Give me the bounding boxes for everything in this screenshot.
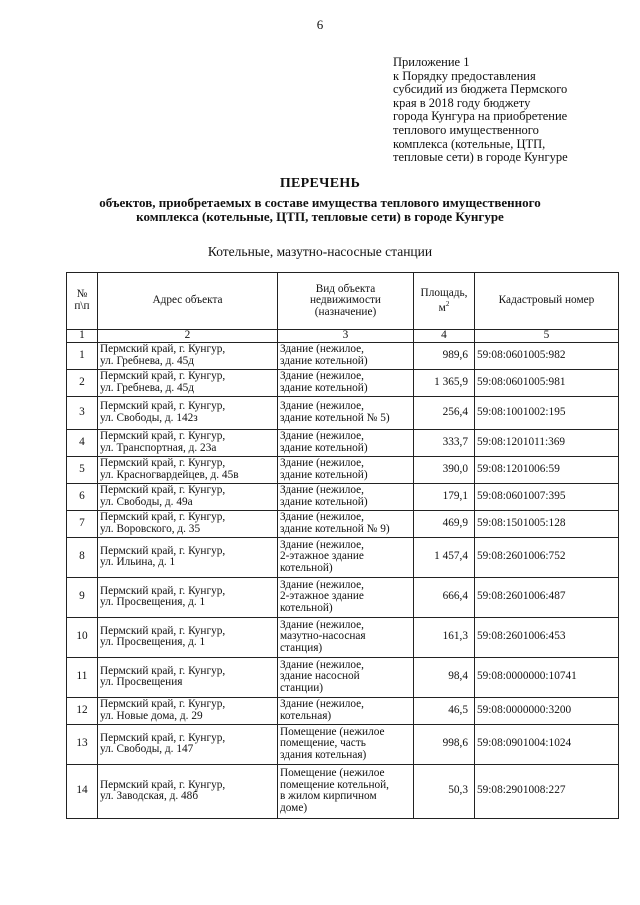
address-cell-line: ул. Новые дома, д. 29 <box>100 709 203 722</box>
object-type-cell <box>278 510 414 537</box>
page-number: 6 <box>316 17 324 32</box>
address-cell <box>98 396 278 429</box>
address-cell <box>98 537 278 577</box>
address-cell-line: Пермский край, г. Кунгур, <box>100 664 226 677</box>
document-title: ПЕРЕЧЕНЬ <box>279 176 361 191</box>
object-type-cell <box>278 617 414 657</box>
row-number: 11 <box>67 657 98 697</box>
object-type-cell <box>278 697 414 724</box>
cadastral-number-cell: 59:08:1201006:59 <box>475 456 619 483</box>
table-row <box>67 577 619 617</box>
object-type-cell-line: станция) <box>280 641 323 654</box>
table-row <box>67 764 619 818</box>
object-type-cell-line: котельной) <box>280 561 333 574</box>
header-line: Вид объекта <box>315 282 376 295</box>
area-cell: 46,5 <box>414 697 475 724</box>
address-cell <box>98 369 278 396</box>
address-cell <box>98 456 278 483</box>
area-cell: 256,4 <box>414 396 475 429</box>
object-type-cell-line: Здание (нежилое, <box>280 430 365 442</box>
object-type-cell-line: здания котельная) <box>280 748 367 761</box>
object-type-cell-line: Здание (нежилое, <box>280 400 365 412</box>
address-cell-line: ул. Гребнева, д. 45д <box>100 381 195 394</box>
table-header-row <box>67 273 619 330</box>
table-row <box>67 510 619 537</box>
row-number: 6 <box>67 483 98 510</box>
column-number: 3 <box>278 330 414 343</box>
object-type-cell-line: здание насосной <box>280 670 360 683</box>
cadastral-number-cell: 59:08:1501005:128 <box>475 510 619 537</box>
area-cell: 469,9 <box>414 510 475 537</box>
address-cell-line: Пермский край, г. Кунгур, <box>100 343 226 355</box>
area-cell: 179,1 <box>414 483 475 510</box>
address-cell-line: Пермский край, г. Кунгур, <box>100 731 226 744</box>
appendix-line: края в 2018 году бюджету <box>393 95 531 110</box>
column-number: 4 <box>414 330 475 343</box>
row-number: 7 <box>67 510 98 537</box>
appendix-line: комплекса (котельные, ЦТП, <box>393 136 546 151</box>
cadastral-number-cell: 59:08:1001002:195 <box>475 396 619 429</box>
address-cell-line: ул. Свободы, д. 49а <box>100 495 193 508</box>
area-cell: 989,6 <box>414 342 475 369</box>
address-cell-line: ул. Свободы, д. 147 <box>100 743 194 756</box>
object-type-cell-line: в жилом кирпичном <box>280 790 377 803</box>
object-type-cell-line: Здание (нежилое, <box>280 511 365 523</box>
header-line: (назначение) <box>314 305 377 318</box>
address-cell <box>98 617 278 657</box>
header-line: Адрес объекта <box>152 294 223 307</box>
object-type-cell-line: Здание (нежилое, <box>280 370 365 382</box>
address-cell-line: ул. Просвещения, д. 1 <box>100 636 206 649</box>
cadastral-number-cell: 59:08:0901004:1024 <box>475 724 619 764</box>
cadastral-number-cell: 59:08:2601006:752 <box>475 537 619 577</box>
appendix-line: города Кунгура на приобретение <box>393 109 568 124</box>
object-type-cell <box>278 396 414 429</box>
header-line: п\п <box>74 300 90 312</box>
document-subtitle <box>40 196 600 224</box>
header-line: № <box>76 288 88 301</box>
header-number <box>67 273 98 330</box>
object-type-cell-line: Здание (нежилое, <box>280 457 365 469</box>
address-cell <box>98 342 278 369</box>
area-unit: м <box>438 301 446 314</box>
object-type-cell-line: 2-этажное здание <box>280 590 364 603</box>
object-type-cell-line: котельной) <box>280 601 333 614</box>
area-cell: 1 457,4 <box>414 537 475 577</box>
header-line: Площадь, <box>420 286 468 299</box>
cadastral-number-cell: 59:08:0601005:981 <box>475 369 619 396</box>
appendix-line: субсидий из бюджета Пермского <box>393 82 568 97</box>
address-cell <box>98 724 278 764</box>
section-heading: Котельные, мазутно-насосные станции <box>207 244 433 259</box>
header-object-type <box>278 273 414 330</box>
table-row <box>67 483 619 510</box>
object-type-cell <box>278 369 414 396</box>
header-area <box>414 273 475 330</box>
object-type-cell-line: Помещение (нежилое <box>280 766 385 779</box>
header-line: недвижимости <box>310 294 381 307</box>
area-cell: 998,6 <box>414 724 475 764</box>
appendix-line: тепловые сети) в городе Кунгуре <box>393 150 568 165</box>
address-cell-line: Пермский край, г. Кунгур, <box>100 698 226 710</box>
appendix-line: к Порядку предоставления <box>393 68 536 83</box>
object-type-cell <box>278 724 414 764</box>
address-cell <box>98 577 278 617</box>
cadastral-number-cell: 59:08:1201011:369 <box>475 429 619 456</box>
address-cell <box>98 697 278 724</box>
object-type-cell-line: Здание (нежилое, <box>280 618 365 631</box>
cadastral-number-cell: 59:08:0000000:10741 <box>475 657 619 697</box>
object-type-cell-line: Здание (нежилое, <box>280 658 365 671</box>
object-type-cell-line: здание котельной № 5) <box>280 411 390 424</box>
object-type-cell <box>278 342 414 369</box>
header-cadastral <box>475 273 619 330</box>
row-number: 10 <box>67 617 98 657</box>
cadastral-number-cell: 59:08:0601005:982 <box>475 342 619 369</box>
area-cell: 333,7 <box>414 429 475 456</box>
object-type-cell-line: мазутно-насосная <box>280 630 366 643</box>
table-row <box>67 697 619 724</box>
column-number: 1 <box>67 330 98 343</box>
row-number: 1 <box>67 342 98 369</box>
object-type-cell-line: Здание (нежилое, <box>280 578 365 591</box>
object-type-cell-line: Здание (нежилое, <box>280 484 365 496</box>
address-cell-line: ул. Гребнева, д. 45д <box>100 354 195 367</box>
table-row <box>67 396 619 429</box>
address-cell-line: ул. Транспортная, д. 23а <box>100 441 217 454</box>
address-cell <box>98 483 278 510</box>
column-number: 2 <box>98 330 278 343</box>
objects-table <box>66 272 619 819</box>
row-number: 8 <box>67 537 98 577</box>
object-type-cell <box>278 483 414 510</box>
row-number: 3 <box>67 396 98 429</box>
header-line <box>416 299 472 314</box>
table-row <box>67 369 619 396</box>
object-type-cell-line: помещение, часть <box>280 737 366 750</box>
address-cell <box>98 657 278 697</box>
address-cell <box>98 429 278 456</box>
address-cell-line: Пермский край, г. Кунгур, <box>100 511 226 523</box>
area-cell: 1 365,9 <box>414 369 475 396</box>
table-row <box>67 429 619 456</box>
area-cell: 666,4 <box>414 577 475 617</box>
object-type-cell-line: здание котельной № 9) <box>280 522 390 535</box>
address-cell <box>98 764 278 818</box>
address-cell-line: Пермский край, г. Кунгур, <box>100 430 226 442</box>
table-row <box>67 657 619 697</box>
table-row <box>67 617 619 657</box>
object-type-cell-line: котельная) <box>280 709 332 722</box>
address-cell-line: ул. Заводская, д. 48б <box>100 790 199 803</box>
object-type-cell-line: здание котельной) <box>280 381 368 394</box>
row-number: 14 <box>67 764 98 818</box>
area-cell: 98,4 <box>414 657 475 697</box>
object-type-cell-line: помещение котельной, <box>280 778 390 791</box>
address-cell-line: Пермский край, г. Кунгур, <box>100 457 226 469</box>
header-address <box>98 273 278 330</box>
table-row <box>67 342 619 369</box>
address-cell-line: ул. Красногвардейцев, д. 45в <box>100 468 239 481</box>
object-type-cell <box>278 537 414 577</box>
cadastral-number-cell: 59:08:2901008:227 <box>475 764 619 818</box>
cadastral-number-cell: 59:08:0601007:395 <box>475 483 619 510</box>
address-cell <box>98 510 278 537</box>
object-type-cell <box>278 577 414 617</box>
subtitle-line: объектов, приобретаемых в составе имущества теплового имущественного <box>99 195 541 210</box>
row-number: 2 <box>67 369 98 396</box>
address-cell-line: Пермский край, г. Кунгур, <box>100 624 226 637</box>
cadastral-number-cell: 59:08:0000000:3200 <box>475 697 619 724</box>
object-type-cell <box>278 456 414 483</box>
object-type-cell-line: Помещение (нежилое <box>280 725 385 738</box>
object-type-cell-line: здание котельной) <box>280 354 368 367</box>
address-cell-line: ул. Ильина, д. 1 <box>100 556 176 569</box>
area-cell: 161,3 <box>414 617 475 657</box>
address-cell-line: Пермский край, г. Кунгур, <box>100 584 226 597</box>
cadastral-number-cell: 59:08:2601006:453 <box>475 617 619 657</box>
address-cell-line: ул. Воровского, д. 35 <box>100 522 201 535</box>
address-cell-line: Пермский край, г. Кунгур, <box>100 778 226 791</box>
address-cell-line: Пермский край, г. Кунгур, <box>100 370 226 382</box>
object-type-cell <box>278 657 414 697</box>
object-type-cell-line: Здание (нежилое, <box>280 698 365 710</box>
object-type-cell-line: Здание (нежилое, <box>280 538 365 551</box>
header-line: Кадастровый номер <box>498 294 595 307</box>
column-number: 5 <box>475 330 619 343</box>
object-type-cell-line: здание котельной) <box>280 441 368 454</box>
table-row <box>67 537 619 577</box>
object-type-cell-line: здание котельной) <box>280 468 368 481</box>
object-type-cell <box>278 764 414 818</box>
address-cell-line: ул. Просвещения <box>100 676 183 689</box>
column-number-row <box>67 330 619 343</box>
object-type-cell-line: здание котельной) <box>280 495 368 508</box>
appendix-line: теплового имущественного <box>393 122 539 137</box>
subtitle-line: комплекса (котельные, ЦТП, тепловые сети) в городе Кунгуре <box>136 209 504 224</box>
area-cell: 390,0 <box>414 456 475 483</box>
object-type-cell-line: 2-этажное здание <box>280 550 364 563</box>
object-type-cell-line: доме) <box>280 801 308 814</box>
row-number: 12 <box>67 697 98 724</box>
object-type-cell-line: Здание (нежилое, <box>280 343 365 355</box>
row-number: 5 <box>67 456 98 483</box>
cadastral-number-cell: 59:08:2601006:487 <box>475 577 619 617</box>
object-type-cell-line: станции) <box>280 681 324 694</box>
row-number: 4 <box>67 429 98 456</box>
address-cell-line: ул. Свободы, д. 142з <box>100 411 198 424</box>
object-type-cell <box>278 429 414 456</box>
area-cell: 50,3 <box>414 764 475 818</box>
address-cell-line: Пермский край, г. Кунгур, <box>100 400 226 412</box>
appendix-note <box>393 56 633 165</box>
row-number: 13 <box>67 724 98 764</box>
row-number: 9 <box>67 577 98 617</box>
table-row <box>67 456 619 483</box>
address-cell-line: Пермский край, г. Кунгур, <box>100 484 226 496</box>
appendix-line: Приложение 1 <box>393 55 470 69</box>
address-cell-line: ул. Просвещения, д. 1 <box>100 596 206 609</box>
area-unit-power: 2 <box>445 300 450 309</box>
address-cell-line: Пермский край, г. Кунгур, <box>100 544 226 557</box>
table-row <box>67 724 619 764</box>
